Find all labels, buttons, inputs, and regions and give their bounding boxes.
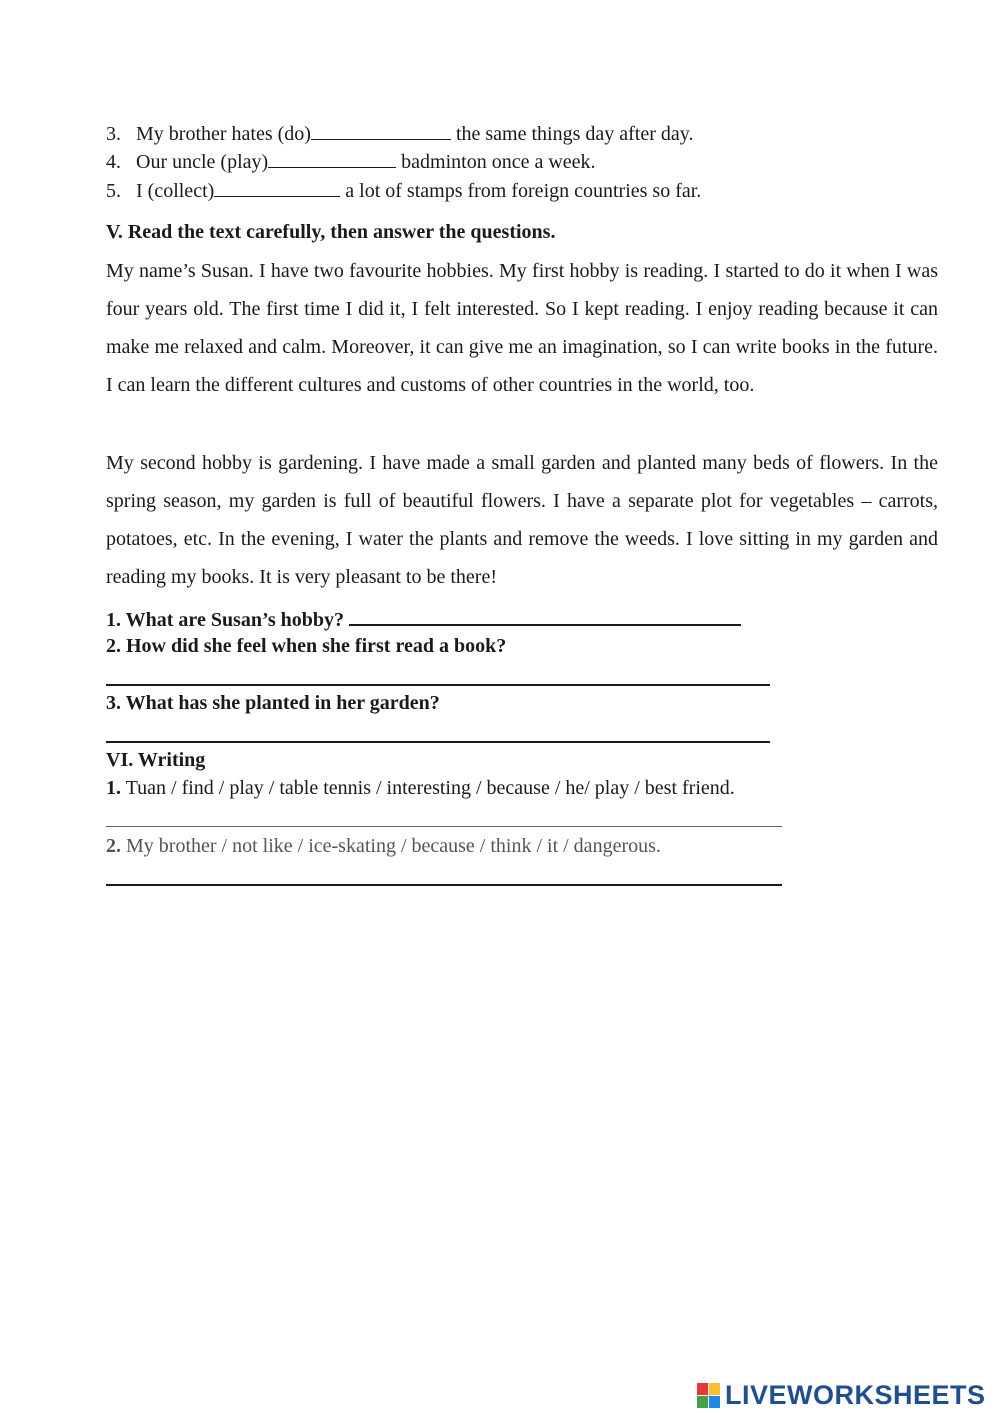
exercise-item-4: 4. Our uncle (play) badminton once a week. bbox=[106, 151, 596, 173]
exercise-item-3: 3. My brother hates (do) the same things day after day. bbox=[106, 123, 694, 145]
answer-line-q2[interactable] bbox=[106, 684, 770, 686]
answer-line-w2[interactable] bbox=[106, 884, 782, 886]
answer-line-q3[interactable] bbox=[106, 741, 770, 743]
logo-mark-icon bbox=[697, 1383, 721, 1409]
answer-blank-4[interactable] bbox=[268, 149, 396, 168]
writing-item-1: 1. Tuan / find / play / table tennis / interesting / because / he/ play / best friend. bbox=[106, 777, 735, 799]
writing-item-2: 2. My brother / not like / ice-skating / because / think / it / dangerous. bbox=[106, 835, 661, 857]
answer-line-w1[interactable] bbox=[106, 826, 782, 827]
reading-paragraph-1: My name’s Susan. I have two favourite hobbies. My first hobby is reading. I started to do it when I was four years old. The first time I did it, I felt interested. So I kept reading. I enjoy reading because it can make me relaxed and calm. Moreover, it can give me an imagination, so I can write books in the future. I can learn the different cultures and customs of other countries in the world, too. bbox=[106, 260, 938, 396]
exercise-item-5: 5. I (collect) a lot of stamps from foreign countries so far. bbox=[106, 180, 702, 202]
answer-line-q1[interactable] bbox=[349, 606, 741, 626]
reading-paragraph-2: My second hobby is gardening. I have made a small garden and planted many beds of flowers. In the spring season, my garden is full of beautiful flowers. I have a separate plot for vegetables – carrots, potatoes, etc. In the evening, I water the plants and remove the weeds. I love sitting in my garden and reading my books. It is very pleasant to be there! bbox=[106, 452, 938, 588]
question-2: 2. How did she feel when she first read a book? bbox=[106, 635, 507, 657]
answer-blank-3[interactable] bbox=[311, 121, 451, 140]
logo-text: LIVEWORKSHEETS bbox=[725, 1380, 986, 1410]
answer-blank-5[interactable] bbox=[214, 178, 340, 197]
section-v-heading: V. Read the text carefully, then answer the questions. bbox=[106, 221, 556, 243]
question-1: 1. What are Susan’s hobby? bbox=[106, 606, 741, 632]
section-vi-heading: VI. Writing bbox=[106, 749, 206, 771]
liveworksheets-logo bbox=[697, 1380, 986, 1411]
question-3: 3. What has she planted in her garden? bbox=[106, 692, 440, 714]
